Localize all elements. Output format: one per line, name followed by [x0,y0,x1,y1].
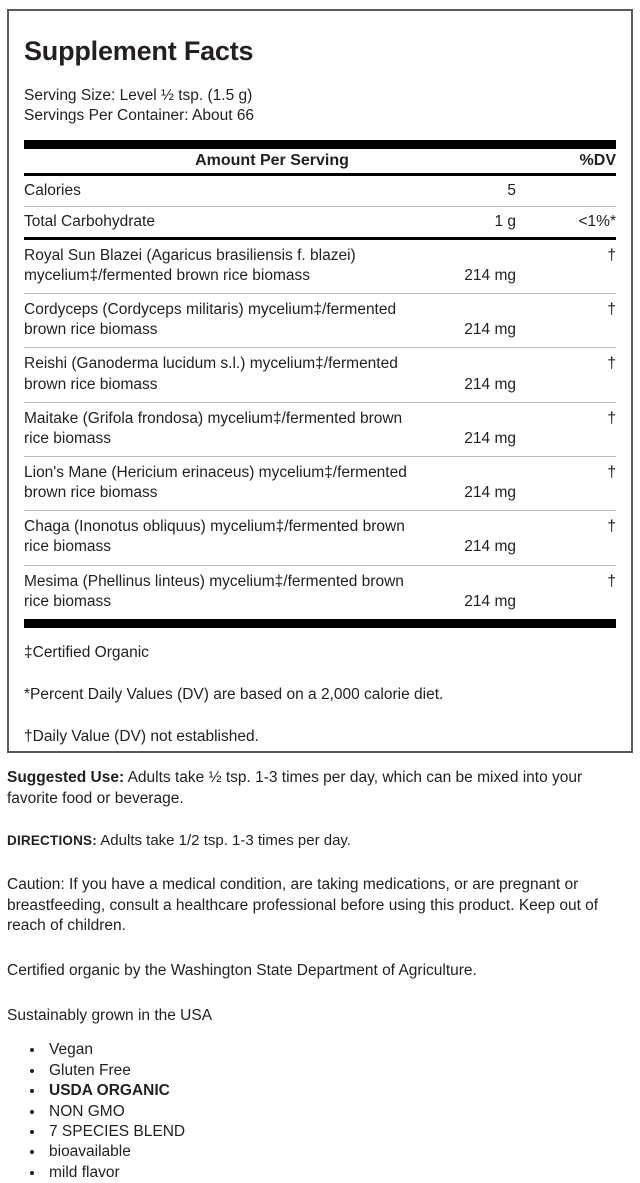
nutrient-amount: 5 [507,181,516,199]
table-row [24,457,616,510]
ingredient-line-1: Mesima (Phellinus linteus) mycelium‡/fermented brown [24,572,404,590]
table-row [24,511,616,564]
ingredient-line-2-row [24,429,546,449]
ingredient-line-2-row [24,537,546,557]
ingredient-line-1: Royal Sun Blazei (Agaricus brasiliensis f. blazei) [24,246,356,264]
table-row [24,240,616,293]
ingredient-dv: † [607,464,616,482]
sustainably-grown-paragraph: Sustainably grown in the USA [7,1006,213,1024]
footnote-certified-organic: ‡Certified Organic [24,643,149,661]
directions-text: Adults take 1/2 tsp. 1-3 times per day. [96,832,351,850]
supplement-facts-panel [7,9,633,753]
table-row [24,403,616,456]
footnote-daily-value-not-established: †Daily Value (DV) not established. [24,728,259,746]
ingredient-amount: 214 mg [464,321,516,339]
ingredient-line-2: brown rice biomass [24,375,158,393]
directions-label: DIRECTIONS: [7,833,97,849]
ingredient-amount: 214 mg [464,429,516,447]
suggested-use-paragraph [7,768,633,809]
feature-list [7,1040,633,1183]
ingredient-line-2-row [24,375,546,395]
ingredient-cell [24,463,546,503]
list-item: • 7 SPECIES BLEND [45,1122,633,1142]
list-item: • Vegan [45,1040,633,1060]
ingredient-amount: 214 mg [464,484,516,502]
ingredient-line-2: rice biomass [24,429,111,447]
ingredient-dv: † [607,572,616,590]
ingredient-dv: † [607,518,616,536]
directions-paragraph [7,831,633,851]
product-details [7,768,633,1183]
ingredient-line-1: Lion's Mane (Hericium erinaceus) mycelium‡/fermented [24,464,407,482]
ingredient-line-2-row [24,483,546,503]
ingredient-amount: 214 mg [464,538,516,556]
nutrient-amount: 1 g [494,212,516,230]
ingredient-line-2-row [24,266,546,286]
ingredient-line-2: brown rice biomass [24,484,158,502]
ingredient-dv: † [607,301,616,319]
ingredient-dv: † [607,246,616,264]
list-item: • bioavailable [45,1142,633,1162]
ingredient-line-2-row [24,592,546,612]
table-row [24,176,616,206]
ingredient-cell [24,300,546,340]
ingredient-line-1: Chaga (Inonotus obliquus) mycelium‡/fermented brown [24,518,405,536]
caution-paragraph: Caution: If you have a medical condition, are taking medications, or are pregnant or breastfeeding, consult a healthcare professional before using this product. Keep out of reach of children. [7,876,599,935]
ingredient-dv: † [607,355,616,373]
table-row [24,348,616,401]
suggested-use-text: Adults take ½ tsp. 1-3 times per day, which can be mixed into your favorite food or beverage. [7,769,583,807]
servings-per-container: Servings Per Container: About 66 [24,107,255,125]
ingredient-cell [24,354,546,394]
nutrient-dv: <1%* [578,212,616,230]
table-row [24,294,616,347]
nutrient-name: Calories [24,181,81,199]
list-item: • mild flavor [45,1163,633,1183]
table-header-row [24,149,616,173]
suggested-use-label: Suggested Use: [7,769,125,786]
header-amount-per-serving: Amount Per Serving [195,151,349,169]
ingredient-cell [24,409,546,449]
ingredient-amount: 214 mg [464,267,516,285]
serving-size: Serving Size: Level ½ tsp. (1.5 g) [24,86,253,104]
ingredient-line-1: Reishi (Ganoderma lucidum s.l.) mycelium‡/fermented [24,355,398,373]
ingredient-line-2-row [24,320,546,340]
serving-info [24,86,616,127]
ingredient-line-2: mycelium‡/fermented brown rice biomass [24,267,310,285]
ingredient-cell [24,246,546,286]
panel-title: Supplement Facts [24,36,254,66]
ingredient-line-1: Cordyceps (Cordyceps militaris) mycelium‡/fermented [24,301,397,319]
rule-thick-bottom [24,619,616,628]
list-item: • Gluten Free [45,1061,633,1081]
list-item: • USDA ORGANIC [45,1081,633,1101]
certified-organic-paragraph: Certified organic by the Washington State Department of Agriculture. [7,961,477,979]
ingredient-cell [24,572,546,612]
ingredient-line-2: brown rice biomass [24,321,158,339]
ingredient-line-2: rice biomass [24,538,111,556]
ingredient-amount: 214 mg [464,592,516,610]
table-row [24,566,616,619]
list-item: • NON GMO [45,1102,633,1122]
ingredient-line-2: rice biomass [24,592,111,610]
header-percent-dv: %DV [579,151,616,169]
ingredient-amount: 214 mg [464,375,516,393]
ingredient-cell [24,517,546,557]
footnote-percent-daily-values: *Percent Daily Values (DV) are based on a 2,000 calorie diet. [24,686,444,704]
ingredient-line-1: Maitake (Grifola frondosa) mycelium‡/fermented brown [24,409,403,427]
ingredient-dv: † [607,409,616,427]
nutrient-name: Total Carbohydrate [24,212,155,230]
table-row [24,207,616,237]
rule-thick-top [24,140,616,149]
